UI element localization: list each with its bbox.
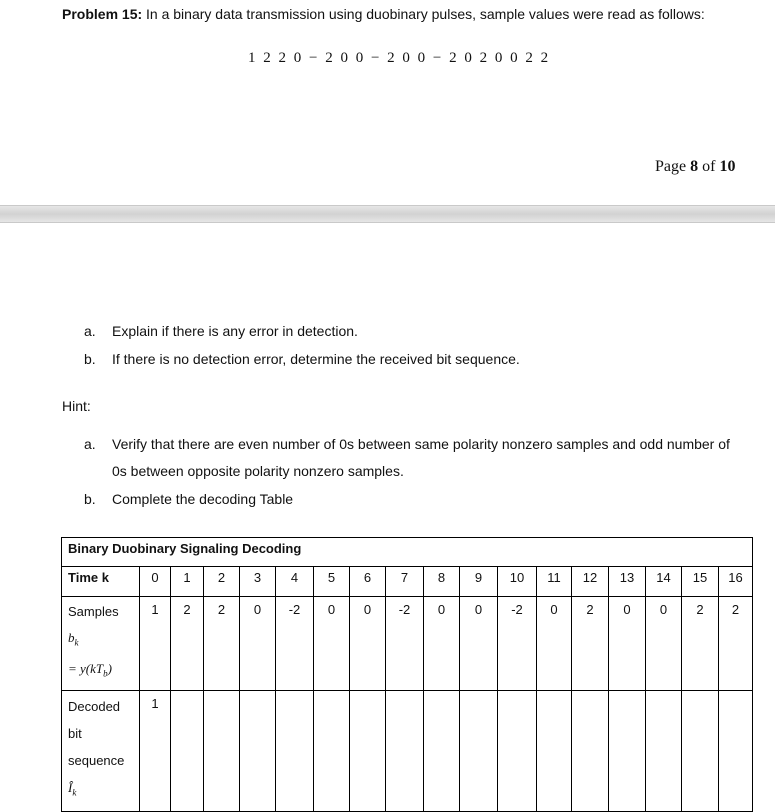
time-cell: 6 [350, 567, 386, 597]
caption-row [62, 538, 753, 567]
problem-text: In a binary data transmission using duobinary pulses, sample values were read as follows: [142, 6, 705, 22]
decoded-cell [386, 691, 424, 812]
sample-cell: 0 [537, 597, 572, 691]
total-pages: 10 [719, 158, 736, 175]
sample-cell: 0 [460, 597, 498, 691]
decoded-cell [424, 691, 460, 812]
sample-cell: 2 [572, 597, 609, 691]
decoded-cell [204, 691, 240, 812]
decoded-cell [350, 691, 386, 812]
sample-cell: -2 [386, 597, 424, 691]
decoded-cell [460, 691, 498, 812]
decoded-cell [171, 691, 204, 812]
page-number: Page 8 of 10 [655, 158, 736, 175]
time-cell: 10 [498, 567, 537, 597]
time-cell: 9 [460, 567, 498, 597]
decoded-label: Decoded bit sequence $Î_k$ [62, 691, 140, 812]
decoded-cell [537, 691, 572, 812]
time-cell: 14 [646, 567, 682, 597]
sample-cell: 0 [314, 597, 350, 691]
sample-cell: 0 [424, 597, 460, 691]
current-page: 8 [690, 158, 699, 175]
samples-label: Samples $b_k$ = $y(kT_b)$ [62, 597, 140, 691]
decoding-table [61, 537, 753, 812]
hint-label: Hint: [62, 398, 91, 414]
time-cell: 1 [171, 567, 204, 597]
time-label: Time k [62, 567, 140, 597]
time-cell: 2 [204, 567, 240, 597]
sample-cell: 0 [646, 597, 682, 691]
decoded-cell [314, 691, 350, 812]
sample-cell: 2 [171, 597, 204, 691]
problem-statement [62, 6, 705, 22]
hint-item-a-continuation: 0s between opposite polarity nonzero samples. [112, 463, 404, 479]
question-a: a. Explain if there is any error in detection. [84, 323, 358, 339]
decoded-cell [609, 691, 646, 812]
page-break-divider [0, 205, 775, 223]
time-cell: 8 [424, 567, 460, 597]
sample-cell: 0 [350, 597, 386, 691]
time-cell: 15 [682, 567, 719, 597]
time-cell: 11 [537, 567, 572, 597]
time-cell: 4 [276, 567, 314, 597]
sample-cell: -2 [276, 597, 314, 691]
decoded-row [62, 691, 753, 812]
sample-sequence: 1 2 2 0 − 2 0 0 − 2 0 0 − 2 0 2 0 0 2 2 [248, 50, 551, 66]
sample-cell: 2 [682, 597, 719, 691]
time-cell: 13 [609, 567, 646, 597]
sample-cell: 0 [240, 597, 276, 691]
decoded-cell [719, 691, 753, 812]
sample-cell: 2 [719, 597, 753, 691]
decoded-cell [498, 691, 537, 812]
time-cell: 16 [719, 567, 753, 597]
time-cell: 7 [386, 567, 424, 597]
decoded-cell [276, 691, 314, 812]
table-caption: Binary Duobinary Signaling Decoding [62, 538, 753, 567]
time-row [62, 567, 753, 597]
problem-label: Problem 15: [62, 6, 143, 22]
samples-row [62, 597, 753, 691]
decoded-cell [682, 691, 719, 812]
sample-cell: 0 [609, 597, 646, 691]
decoded-cell: 1 [140, 691, 171, 812]
decoded-cell [646, 691, 682, 812]
sample-cell: 1 [140, 597, 171, 691]
time-cell: 0 [140, 567, 171, 597]
time-cell: 12 [572, 567, 609, 597]
hint-item-b: b. Complete the decoding Table [84, 491, 294, 507]
time-cell: 5 [314, 567, 350, 597]
sample-cell: -2 [498, 597, 537, 691]
decoded-cell [240, 691, 276, 812]
hint-item-a: a. Verify that there are even number of 0s between same polarity nonzero samples and odd number of [84, 436, 730, 452]
time-cell: 3 [240, 567, 276, 597]
question-b: b. If there is no detection error, determine the received bit sequence. [84, 351, 520, 367]
decoded-cell [572, 691, 609, 812]
sample-cell: 2 [204, 597, 240, 691]
